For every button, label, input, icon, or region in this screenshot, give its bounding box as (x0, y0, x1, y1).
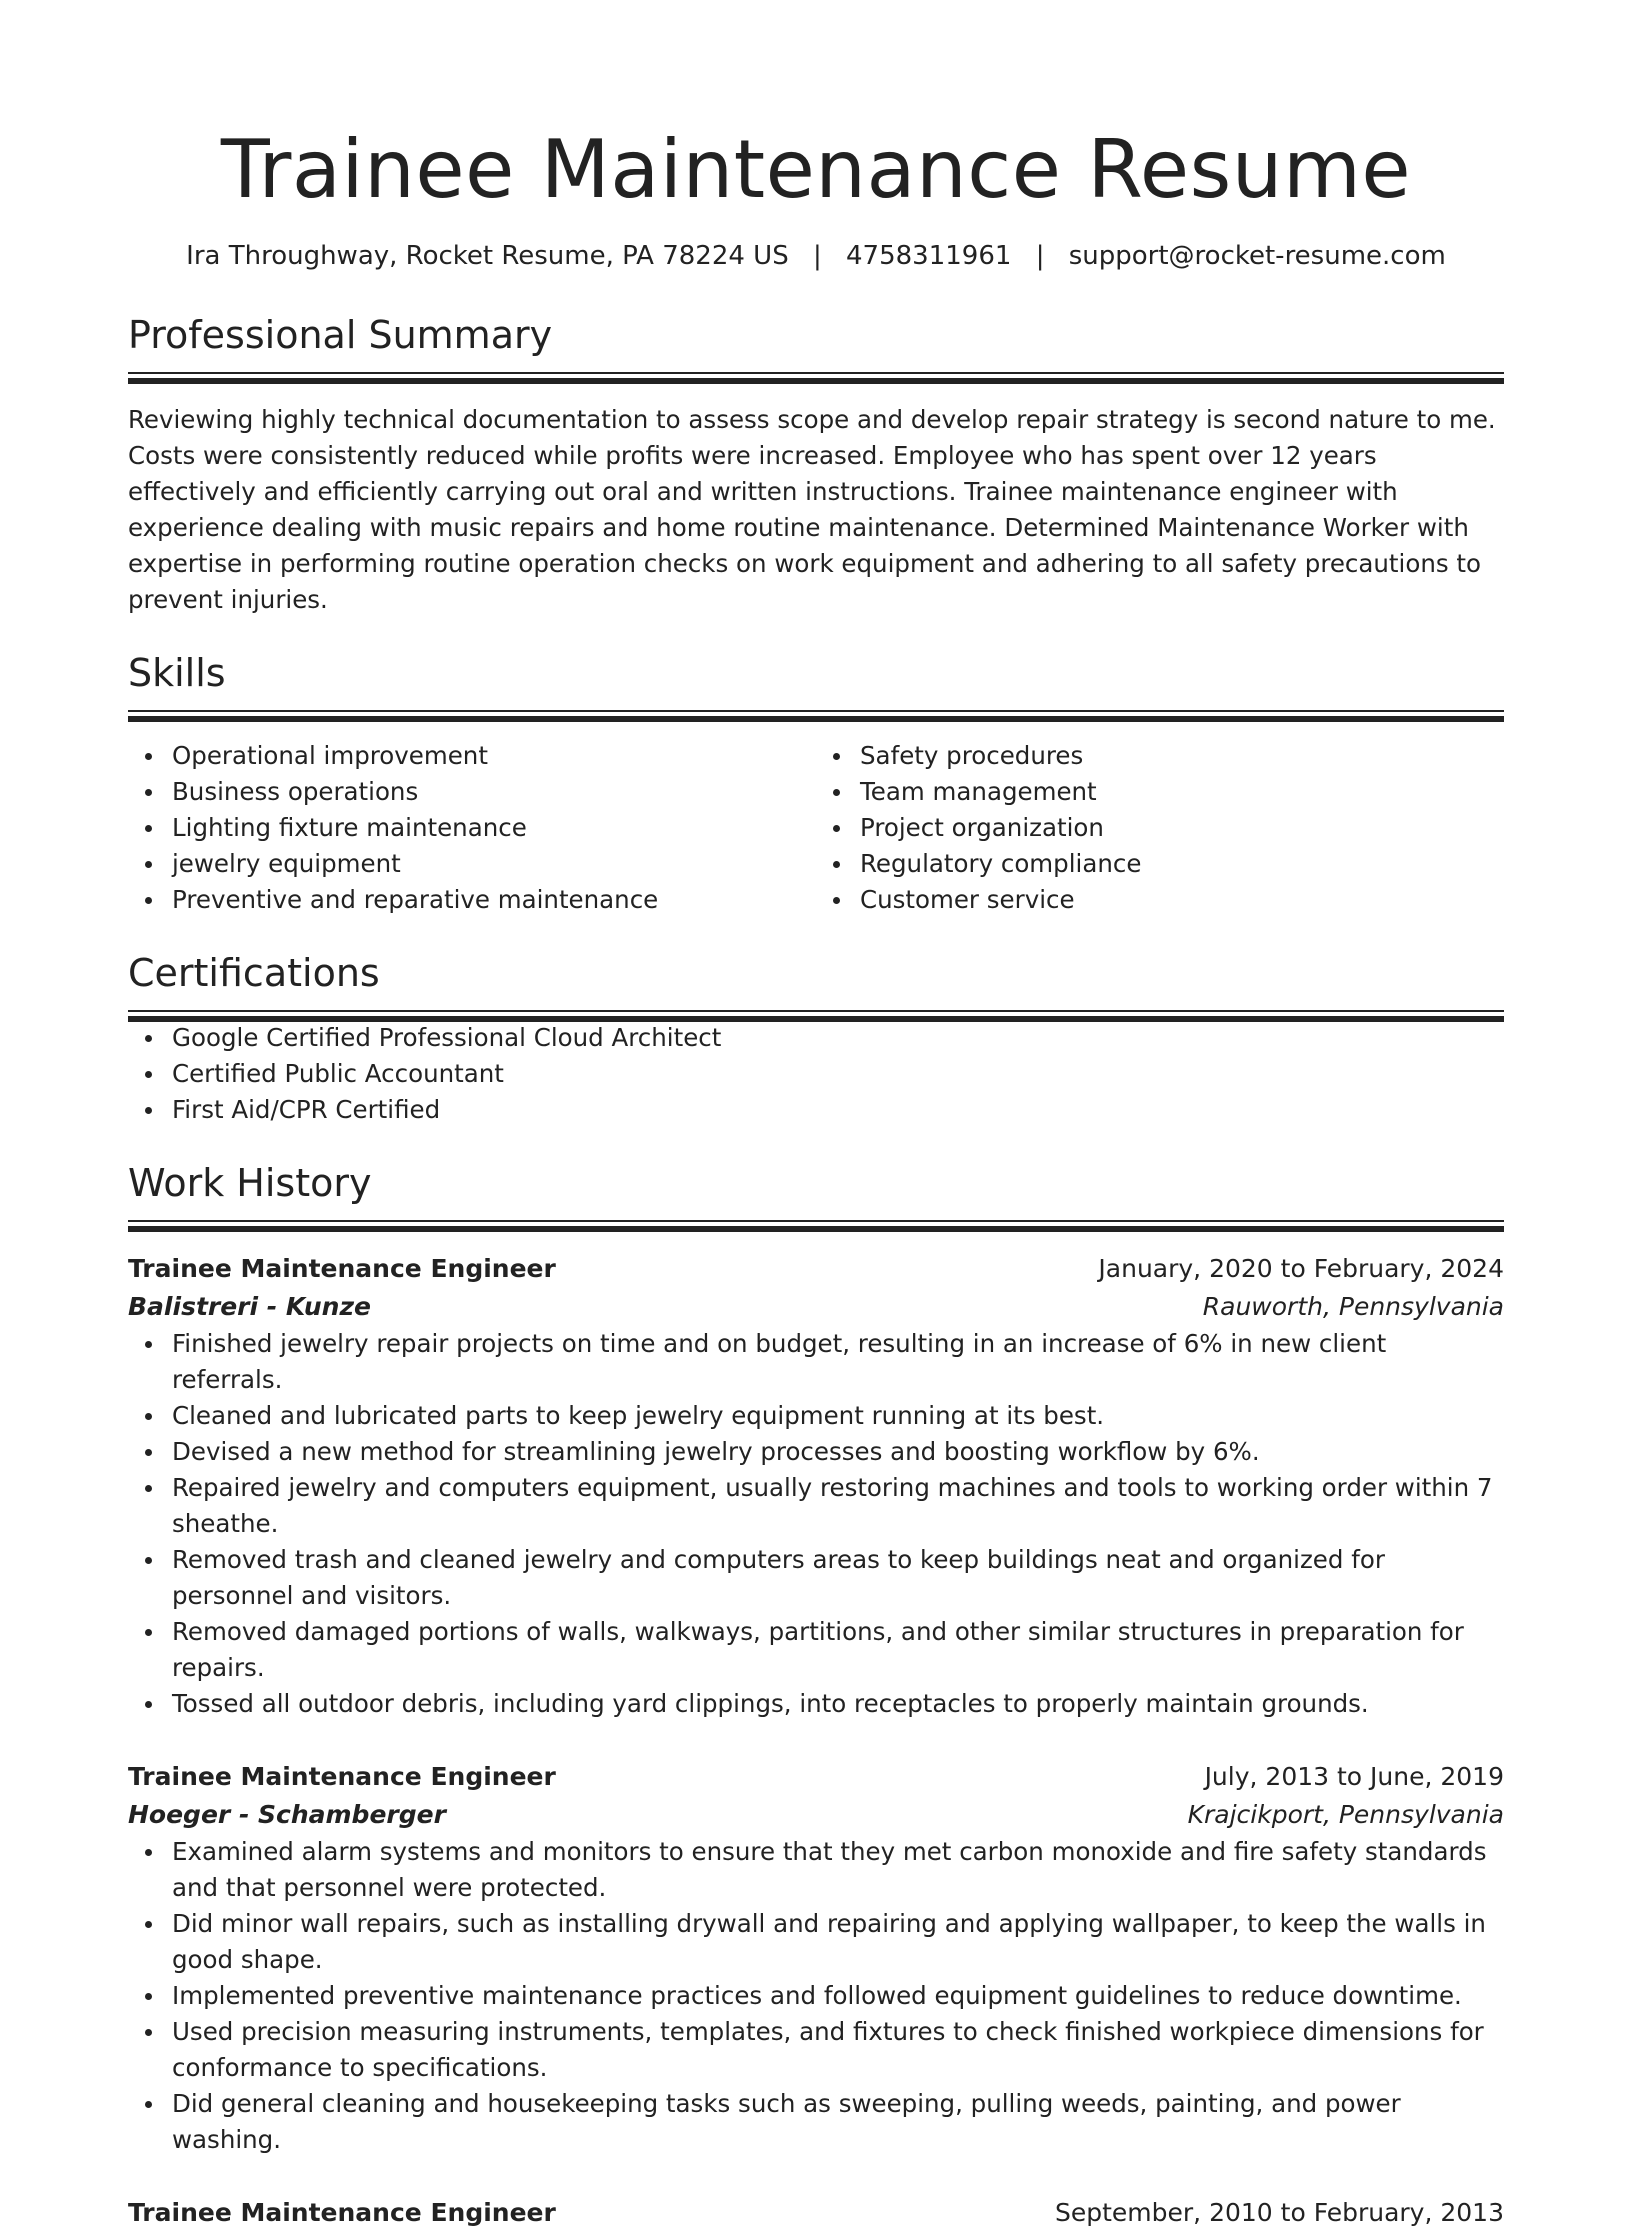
skills-column-right (816, 738, 1504, 918)
job-location: Rauworth, Pennsylvania (1202, 1292, 1504, 1321)
skill-item: Project organization (860, 810, 1504, 846)
contact-separator: | (1035, 241, 1045, 271)
section-divider (128, 710, 1504, 720)
job-bullet-list (128, 1834, 1504, 2158)
job-bullet: Cleaned and lubricated parts to keep jewelry equipment running at its best. (172, 1398, 1504, 1434)
job-bullet: Removed damaged portions of walls, walkways, partitions, and other similar structures in preparation for repairs. (172, 1614, 1504, 1686)
certification-item: First Aid/CPR Certified (172, 1092, 1504, 1128)
skill-item: jewelry equipment (172, 846, 816, 882)
certification-list (128, 1020, 1504, 1128)
job-title: Trainee Maintenance Engineer (128, 1762, 556, 1791)
skill-item: Preventive and reparative maintenance (172, 882, 816, 918)
job-bullet: Finished jewelry repair projects on time and on budget, resulting in an increase of 6% in new client referrals. (172, 1326, 1504, 1398)
section-divider (128, 1220, 1504, 1230)
job-dates: January, 2020 to February, 2024 (1098, 1254, 1504, 1283)
job-bullet: Removed trash and cleaned jewelry and computers areas to keep buildings neat and organized for personnel and visitors. (172, 1542, 1504, 1614)
job-header-row (128, 1250, 1504, 1288)
certification-item: Google Certified Professional Cloud Architect (172, 1020, 1504, 1056)
section-heading: Skills (128, 651, 226, 695)
job-company: Hoeger - Schamberger (128, 1800, 446, 1829)
work-history-section (128, 1158, 1504, 2232)
job-dates: July, 2013 to June, 2019 (1204, 1762, 1504, 1791)
job-header-row (128, 2194, 1504, 2232)
job-bullet: Did minor wall repairs, such as installing drywall and repairing and applying wallpaper, to keep the walls in good shape. (172, 1906, 1504, 1978)
summary-text: Reviewing highly technical documentation to assess scope and develop repair strategy is second nature to me. Costs were consistently reduced while profits were increased. Employee who has spent over 12 years effectively and efficiently carrying out oral and written instructions. Trainee maintenance engineer with experience dealing with music repairs and home routine maintenance. Determined Maintenance Worker with expertise in performing routine operation checks on work equipment and adhering to all safety precautions to prevent injuries. (128, 405, 1496, 614)
section-heading: Professional Summary (128, 313, 553, 357)
section-heading: Certifications (128, 951, 380, 995)
resume-title: Trainee Maintenance Resume (220, 123, 1412, 216)
contact-address: Ira Throughway, Rocket Resume, PA 78224 US (186, 241, 789, 271)
job-title: Trainee Maintenance Engineer (128, 1254, 556, 1283)
job-subheader-row (128, 1796, 1504, 1834)
job-bullet: Devised a new method for streamlining jewelry processes and boosting workflow by 6%. (172, 1434, 1504, 1470)
job-entry (128, 1758, 1504, 2158)
contact-line (128, 238, 1504, 274)
section-divider (128, 372, 1504, 382)
skill-item: Regulatory compliance (860, 846, 1504, 882)
skill-item: Safety procedures (860, 738, 1504, 774)
job-location: Krajcikport, Pennsylvania (1187, 1800, 1504, 1829)
job-entry (128, 2194, 1504, 2232)
skill-item: Customer service (860, 882, 1504, 918)
section-divider (128, 1010, 1504, 1020)
job-bullet: Repaired jewelry and computers equipment, usually restoring machines and tools to working order within 7 sheathe. (172, 1470, 1504, 1542)
job-dates: September, 2010 to February, 2013 (1055, 2198, 1504, 2227)
certifications-section (128, 948, 1504, 1128)
job-company: Balistreri - Kunze (128, 1292, 371, 1321)
job-bullet-list (128, 1326, 1504, 1722)
job-bullet: Used precision measuring instruments, templates, and fixtures to check finished workpiece dimensions for conformance to specifications. (172, 2014, 1504, 2086)
job-bullet: Did general cleaning and housekeeping tasks such as sweeping, pulling weeds, painting, and power washing. (172, 2086, 1504, 2158)
skills-section (128, 648, 1504, 918)
job-bullet: Examined alarm systems and monitors to ensure that they met carbon monoxide and fire safety standards and that personnel were protected. (172, 1834, 1504, 1906)
job-bullet: Tossed all outdoor debris, including yard clippings, into receptacles to properly maintain grounds. (172, 1686, 1504, 1722)
job-header-row (128, 1758, 1504, 1796)
job-title: Trainee Maintenance Engineer (128, 2198, 556, 2227)
contact-email: support@rocket-resume.com (1068, 241, 1446, 271)
skill-item: Business operations (172, 774, 816, 810)
professional-summary-section (128, 310, 1504, 618)
certification-item: Certified Public Accountant (172, 1056, 1504, 1092)
contact-separator: | (812, 241, 822, 271)
section-heading: Work History (128, 1161, 372, 1205)
skills-grid (128, 738, 1504, 918)
job-subheader-row (128, 1288, 1504, 1326)
skill-item: Team management (860, 774, 1504, 810)
skill-item: Lighting fixture maintenance (172, 810, 816, 846)
job-entry (128, 1250, 1504, 1722)
contact-phone: 4758311961 (846, 241, 1012, 271)
skills-column-left (128, 738, 816, 918)
skill-item: Operational improvement (172, 738, 816, 774)
job-bullet: Implemented preventive maintenance practices and followed equipment guidelines to reduce downtime. (172, 1978, 1504, 2014)
